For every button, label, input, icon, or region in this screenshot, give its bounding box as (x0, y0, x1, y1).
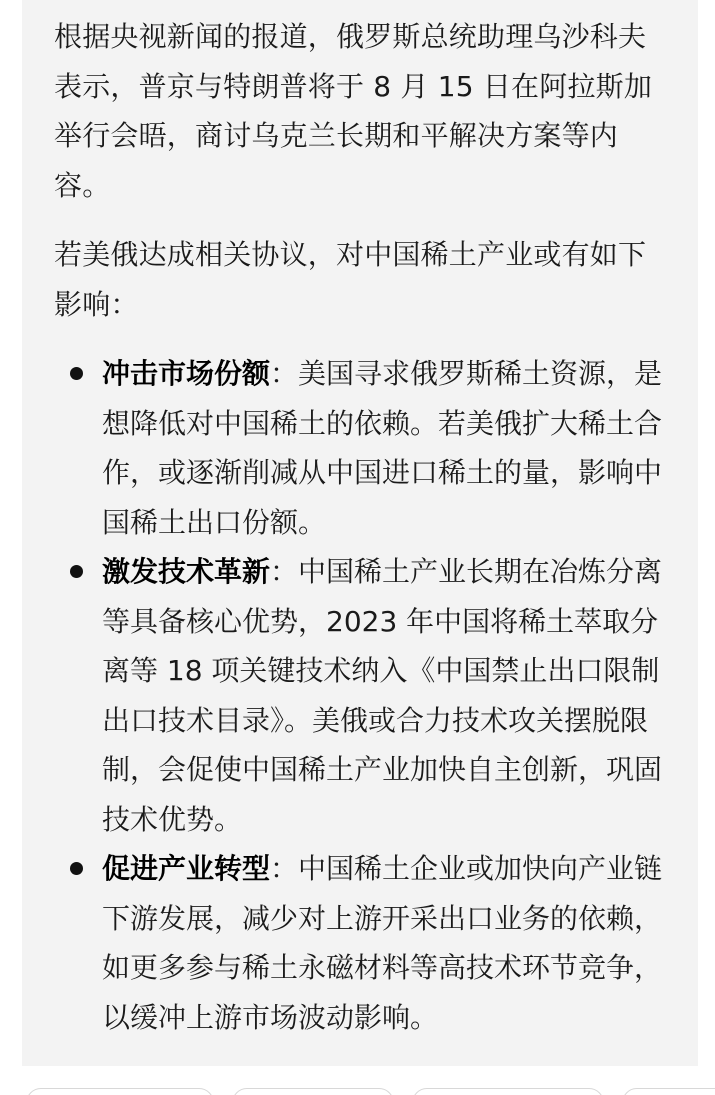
suggestion-chip[interactable] (232, 1088, 394, 1095)
list-item-term: 冲击市场份额 (102, 357, 271, 390)
list-item-separator: ： (270, 357, 299, 390)
impact-list (54, 349, 666, 1042)
list-item-text: 中国稀土产业长期在冶炼分离等具备核心优势，2023 年中国将稀土萃取分离等 18 项关键技术纳入《中国禁止出口限制出口技术目录》。美俄或合力技术攻关摆脱限制，会促使中国稀土产业加快自主创新，巩固技术优势。 (102, 555, 663, 836)
intro-paragraph: 根据央视新闻的报道，俄罗斯总统助理乌沙科夫表示，普京与特朗普将于 8 月 15 日在阿拉斯加举行会晤，商讨乌克兰长期和平解决方案等内容。 (54, 20, 653, 202)
chat-response-card (22, 0, 698, 1066)
suggestion-chip[interactable] (412, 1088, 604, 1095)
response-content (54, 12, 666, 1042)
bullet-icon (70, 565, 83, 578)
suggestion-chip[interactable] (622, 1088, 715, 1095)
list-item (54, 547, 666, 844)
bullet-icon (70, 367, 83, 380)
list-item-text: 中国稀土企业或加快向产业链下游发展，减少对上游开采出口业务的依赖，如更多参与稀土永磁材料等高技术环节竞争，以缓冲上游市场波动影响。 (102, 852, 663, 1034)
suggestion-bar (0, 1078, 715, 1095)
suggestion-chip[interactable] (26, 1088, 214, 1095)
bullet-icon (70, 862, 83, 875)
list-item (54, 349, 666, 547)
list-item-term: 激发技术革新 (102, 555, 271, 588)
list-item-text: 美国寻求俄罗斯稀土资源，是想降低对中国稀土的依赖。若美俄扩大稀土合作，或逐渐削减从中国进口稀土的量，影响中国稀土出口份额。 (102, 357, 663, 539)
list-item (54, 844, 666, 1042)
lead-paragraph: 若美俄达成相关协议，对中国稀土产业或有如下影响： (54, 238, 647, 321)
list-item-term: 促进产业转型 (102, 852, 271, 885)
list-item-separator: ： (270, 555, 299, 588)
list-item-separator: ： (270, 852, 299, 885)
